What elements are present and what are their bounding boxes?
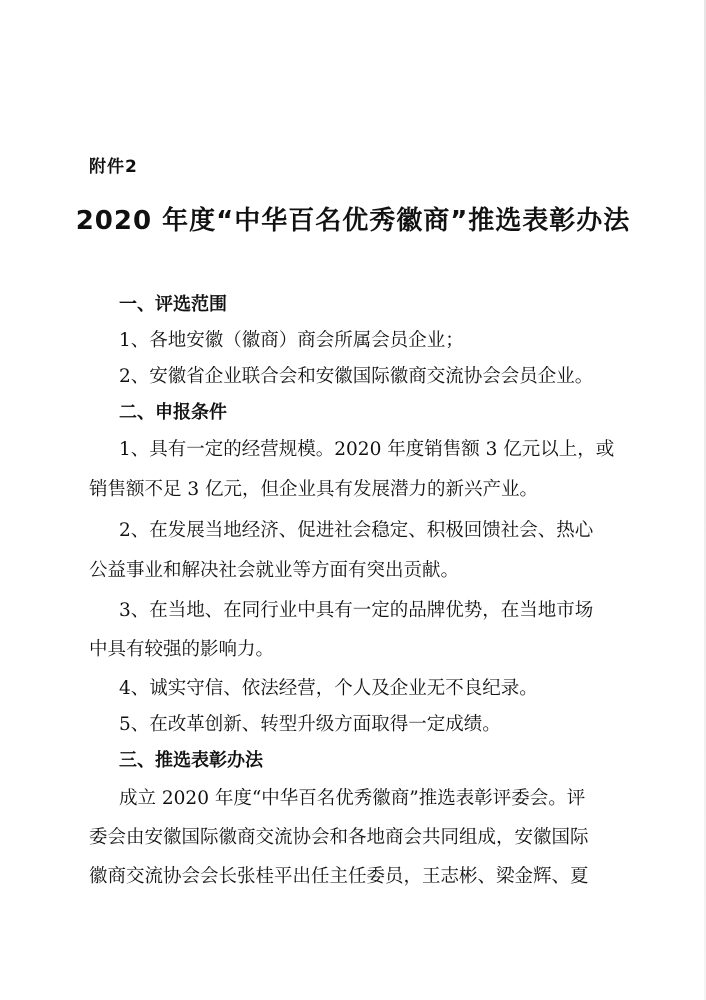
condition-1-line-1: 1、具有一定的经营规模。2020 年度销售额 3 亿元以上，或 <box>119 439 615 460</box>
section-heading-method: 三、推选表彰办法 <box>119 750 263 771</box>
section-heading-conditions: 二、申报条件 <box>119 402 227 423</box>
scope-item-2: 2、安徽省企业联合会和安徽国际徽商交流协会会员企业。 <box>119 366 594 387</box>
section-heading-scope: 一、评选范围 <box>119 294 227 315</box>
condition-1-line-2: 销售额不足 3 亿元，但企业具有发展潜力的新兴产业。 <box>89 479 539 500</box>
condition-4: 4、诚实守信、依法经营，个人及企业无不良纪录。 <box>119 678 538 699</box>
method-paragraph-line-1: 成立 2020 年度“中华百名优秀徽商”推选表彰评委会。评 <box>119 788 586 809</box>
method-paragraph-line-3: 徽商交流协会会长张桂平出任主任委员，王志彬、梁金辉、夏 <box>89 866 589 887</box>
condition-2-line-2: 公益事业和解决社会就业等方面有突出贡献。 <box>89 560 460 581</box>
condition-3-line-2: 中具有较强的影响力。 <box>89 639 275 660</box>
condition-5: 5、在改革创新、转型升级方面取得一定成绩。 <box>119 714 501 735</box>
condition-2-line-1: 2、在发展当地经济、促进社会稳定、积极回馈社会、热心 <box>119 520 594 541</box>
document-title: 2020 年度“中华百名优秀徽商”推选表彰办法 <box>75 206 631 236</box>
scope-item-1: 1、各地安徽（徽商）商会所属会员企业； <box>119 330 464 351</box>
method-paragraph-line-2: 委会由安徽国际徽商交流协会和各地商会共同组成，安徽国际 <box>89 827 589 848</box>
condition-3-line-1: 3、在当地、在同行业中具有一定的品牌优势，在当地市场 <box>119 600 594 621</box>
attachment-label: 附件2 <box>89 157 138 177</box>
